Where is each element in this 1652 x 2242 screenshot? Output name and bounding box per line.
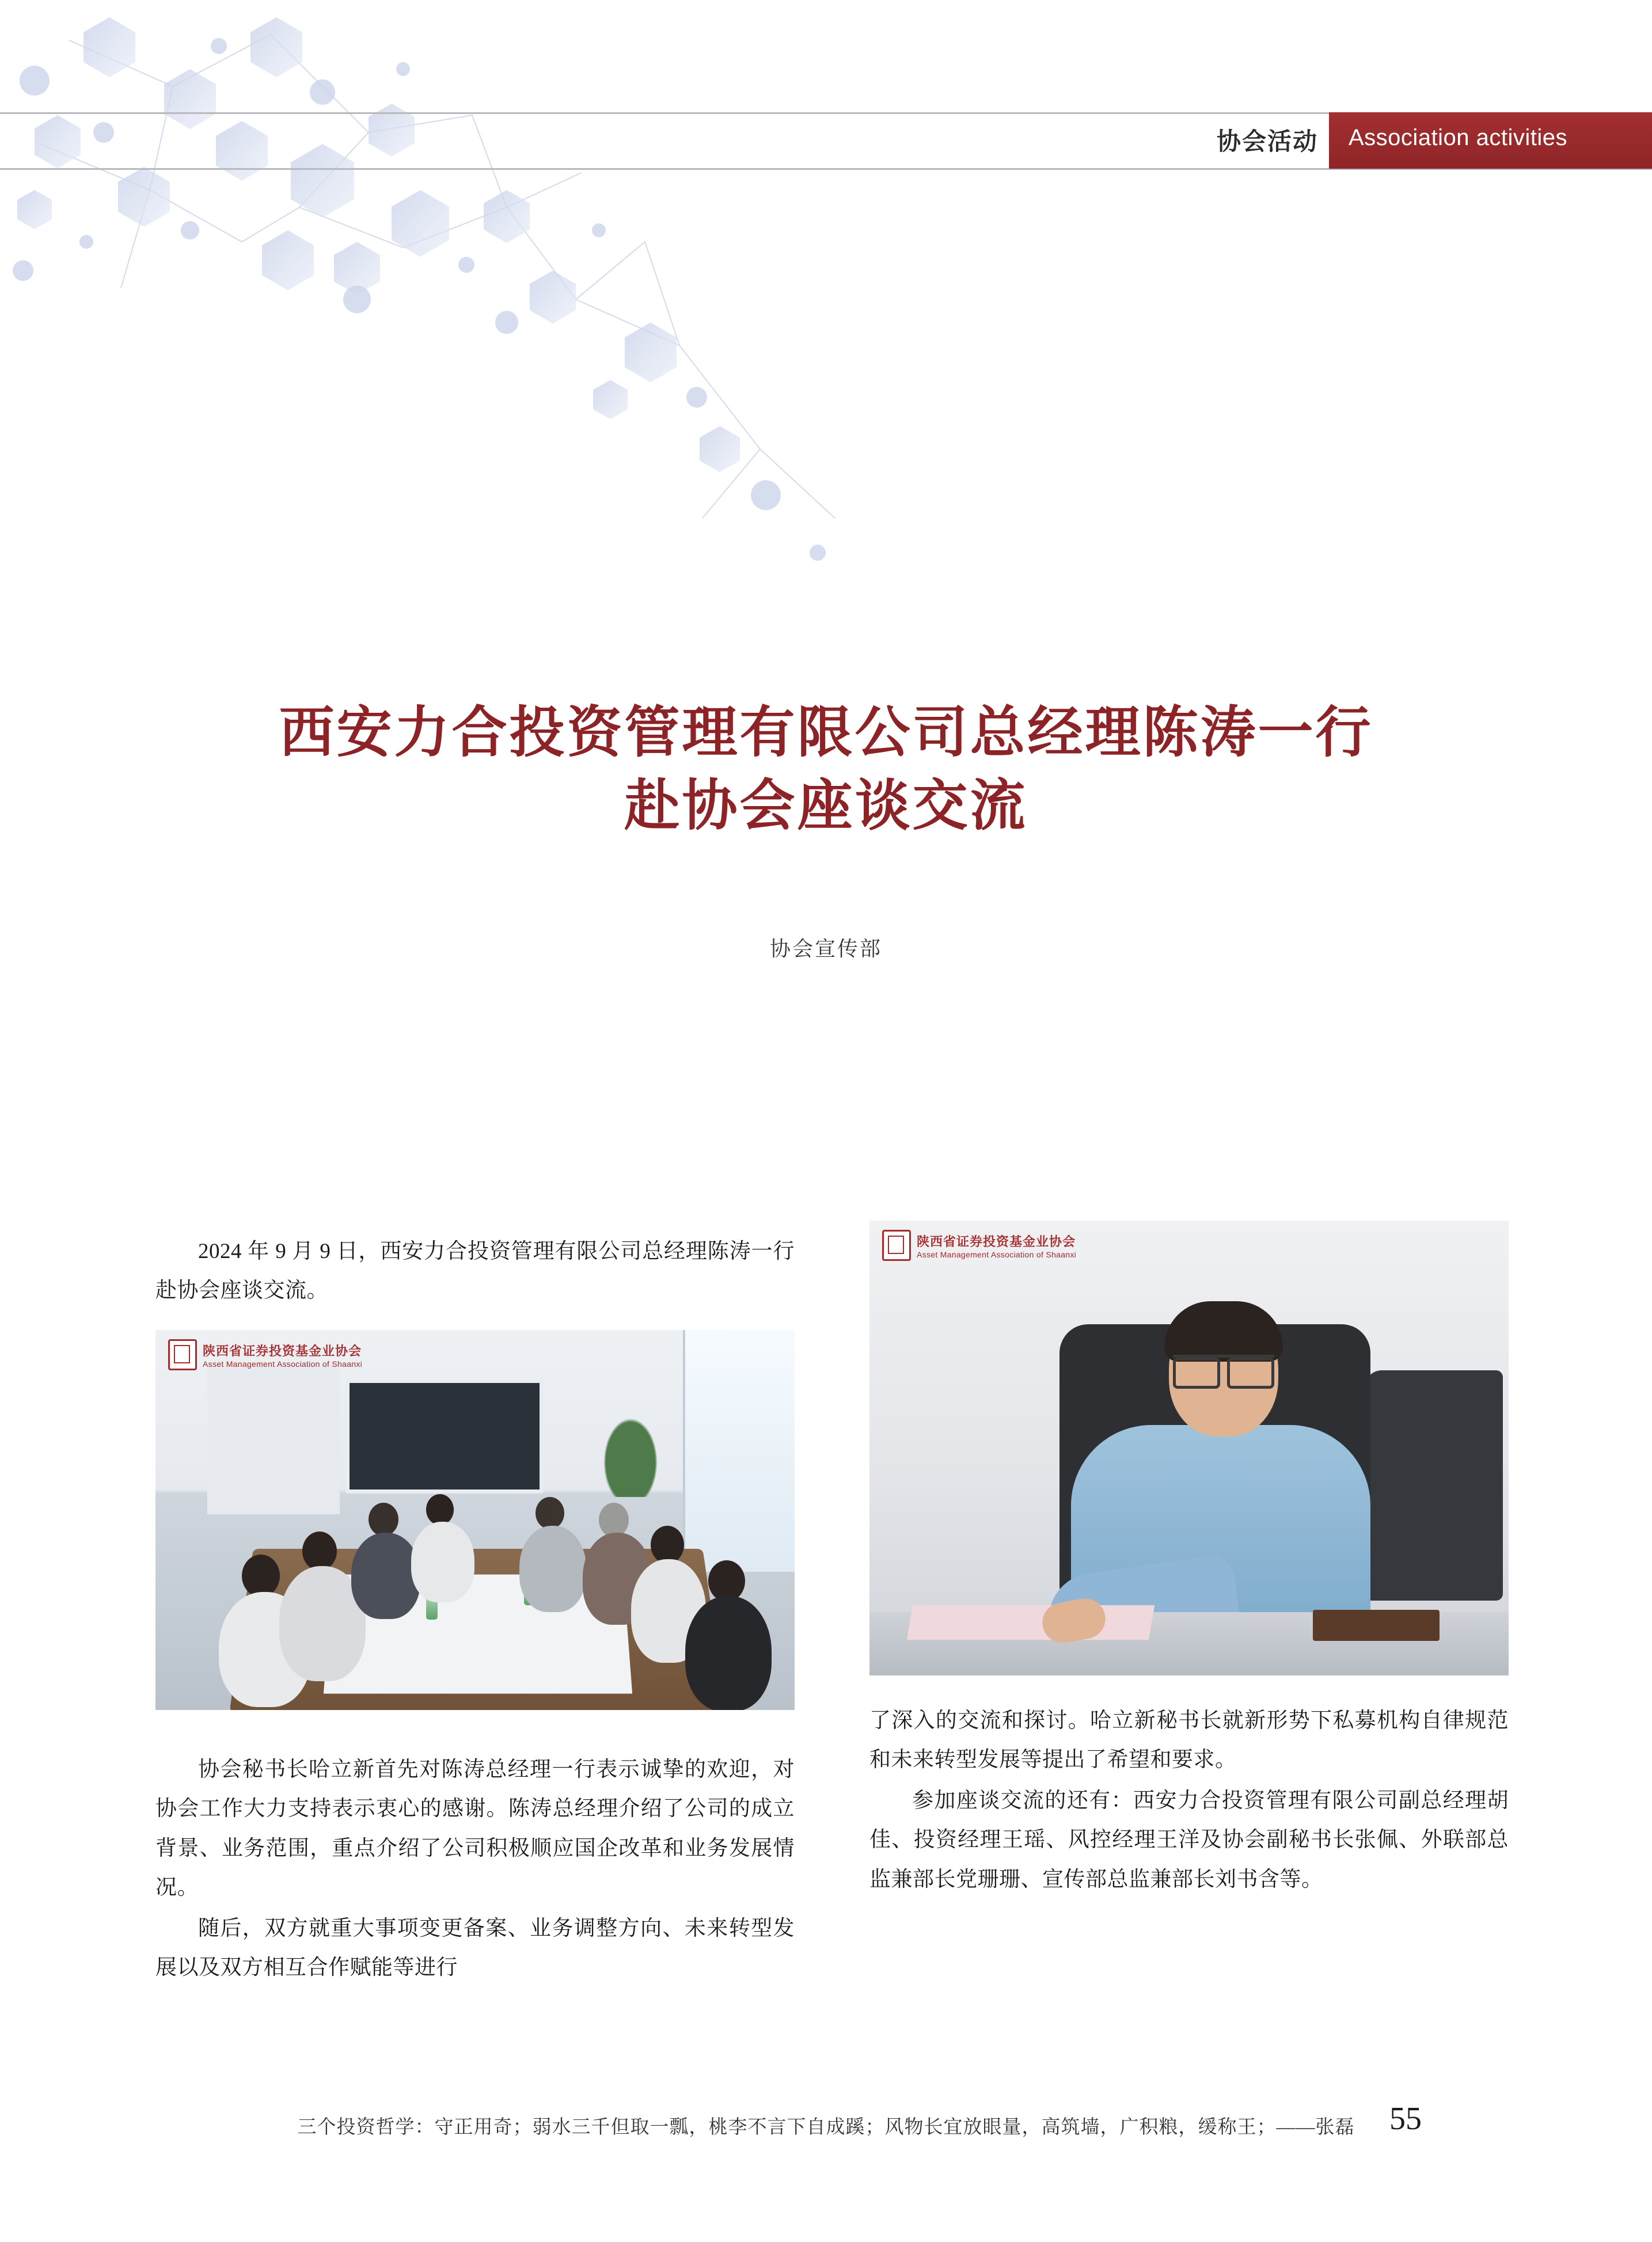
article-byline: 协会宣传部 — [769, 937, 882, 960]
page-number: 55 — [1389, 2101, 1422, 2137]
association-seal-icon — [882, 1230, 911, 1261]
attendee — [536, 1497, 564, 1529]
speaker-photo — [869, 1221, 1509, 1675]
attendee — [651, 1526, 684, 1564]
header-category-badge — [1329, 112, 1652, 169]
watermark-en: Asset Management Association of Shaanxi — [203, 1359, 363, 1369]
attendee — [685, 1596, 772, 1710]
article-title-line1: 西安力合投资管理有限公司总经理陈涛一行 — [279, 702, 1373, 763]
association-seal-icon — [168, 1339, 197, 1370]
paragraph: 了深入的交流和探讨。哈立新秘书长就新形势下私募机构自律规范和未来转型发展等提出了希望和要求。 — [869, 1709, 1509, 1772]
watermark-cn: 陕西省证券投资基金业协会 — [203, 1343, 362, 1358]
attendee — [519, 1526, 586, 1612]
watermark-en: Asset Management Association of Shaanxi — [917, 1249, 1077, 1259]
attendee — [599, 1503, 629, 1537]
watermark-cn: 陕西省证券投资基金业协会 — [917, 1234, 1076, 1249]
paragraph: 协会秘书长哈立新首先对陈涛总经理一行表示诚挚的欢迎，对协会工作大力支持表示衷心的感谢。陈涛总经理介绍了公司的成立背景、业务范围，重点介绍了公司积极顺应国企改革和业务发展情况。 — [155, 1758, 795, 1900]
attendee — [411, 1522, 474, 1602]
left-column-text-bottom — [155, 1750, 795, 1988]
paragraph: 2024 年 9 月 9 日，西安力合投资管理有限公司总经理陈涛一行赴协会座谈交流。 — [155, 1240, 795, 1303]
display-screen — [345, 1379, 544, 1494]
attendee — [242, 1555, 280, 1597]
document-folder — [907, 1605, 1155, 1640]
footer-quote: 三个投资哲学：守正用奇；弱水三千但取一瓢，桃李不言下自成蹊；风物长宜放眼量，高筑墙，广积粮，缓称王；——张磊 — [297, 2117, 1355, 2138]
paragraph: 参加座谈交流的还有：西安力合投资管理有限公司副总经理胡佳、投资经理王瑶、风控经理王洋及协会副秘书长张佩、外联部总监兼部长党珊珊、宣传部总监兼部长刘书含等。 — [869, 1788, 1509, 1891]
article-title — [0, 697, 1652, 842]
photo-watermark — [168, 1339, 362, 1370]
right-column-text — [869, 1701, 1509, 1899]
photo-watermark — [882, 1230, 1076, 1261]
left-column-text-top — [155, 1232, 795, 1311]
paragraph: 随后，双方就重大事项变更备案、业务调整方向、未来转型发展以及双方相互合作赋能等进行 — [155, 1916, 795, 1980]
attendee — [351, 1533, 420, 1619]
chair-side — [1365, 1370, 1503, 1601]
meeting-room-photo — [155, 1330, 795, 1710]
notebook — [1313, 1610, 1440, 1641]
wall-panel — [207, 1365, 340, 1514]
window — [683, 1330, 795, 1572]
header-category-en: Association activities — [1349, 125, 1568, 150]
attendee — [302, 1532, 337, 1571]
article-title-line2: 赴协会座谈交流 — [624, 774, 1028, 837]
plant — [599, 1411, 662, 1497]
decorative-molecule-graphic — [0, 0, 979, 633]
header-category-cn: 协会活动 — [1216, 128, 1318, 155]
attendee — [369, 1503, 398, 1536]
glasses-icon — [1173, 1355, 1274, 1383]
attendee — [426, 1494, 454, 1525]
page-header — [0, 112, 1652, 170]
